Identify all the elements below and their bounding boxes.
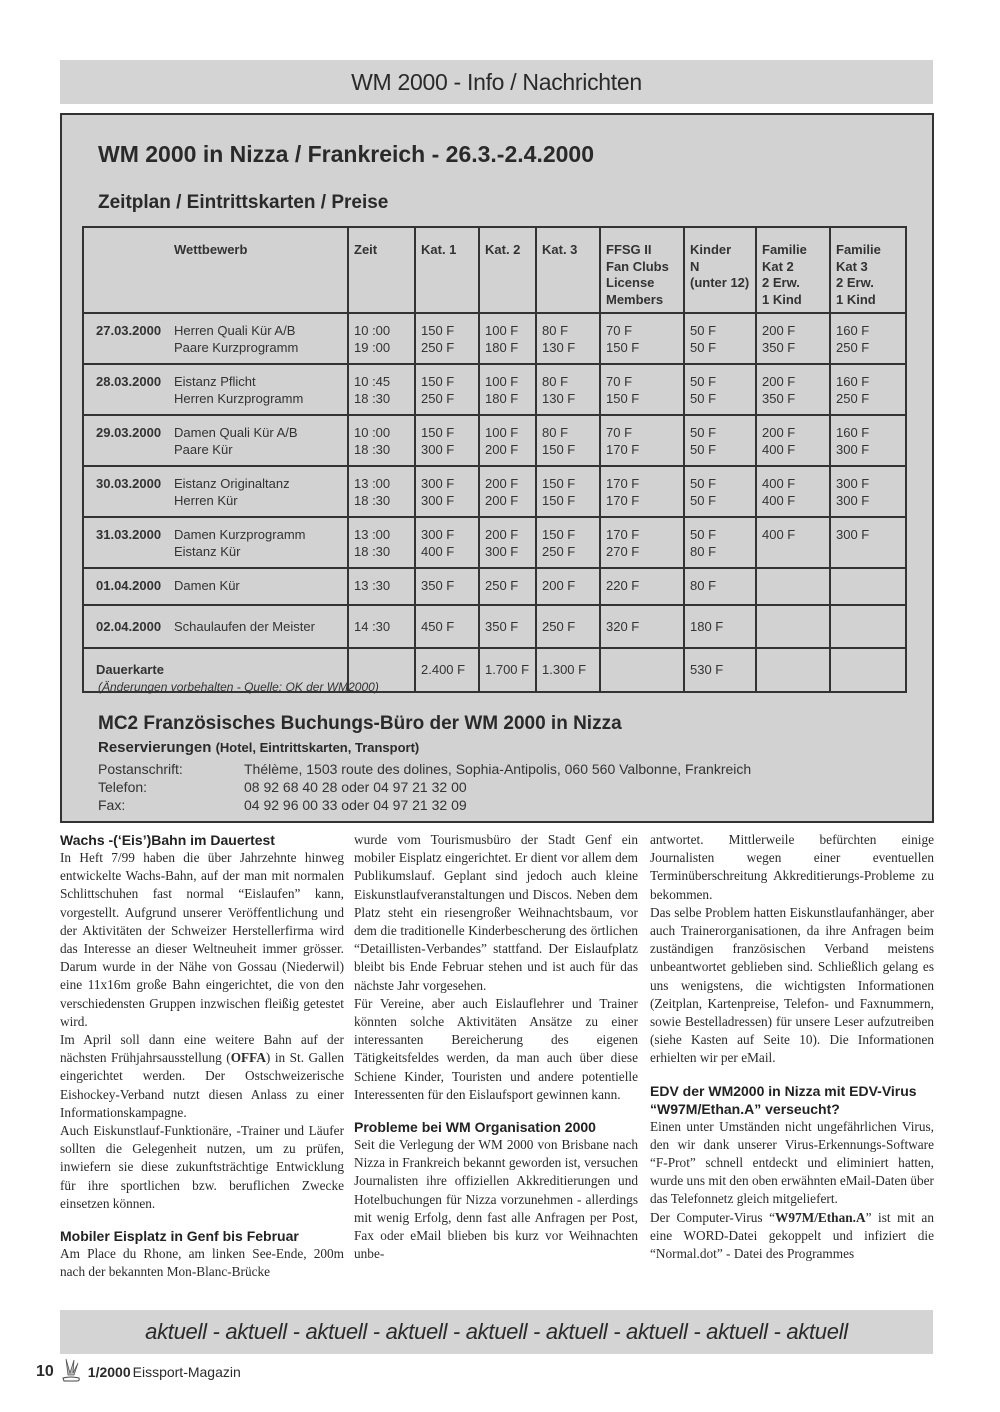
article-title-wachs: Wachs -(‘Eis’)Bahn im Dauertest [60,832,275,848]
cell-kat1: 350 F [415,568,479,605]
table-row [83,466,906,517]
section-header [60,60,933,104]
header-familie-kat3: Familie Kat 3 2 Erw. 1 Kind [830,227,906,313]
cell-events: Eistanz Pflicht Herren Kurzprogramm [169,364,348,415]
contact-value: Thélème, 1503 route des dolines, Sophia-Antipolis, 060 560 Valbonne, Frankreich [244,761,752,777]
article-title-probleme: Probleme bei WM Organisation 2000 [354,1119,596,1136]
text-span: ) in St. Gallen eingerichtet werden. Der Ostschweizerische Eishockey-Verband nutzt diesen Anlass zu einer Informationskampagne. [60,1050,344,1120]
cell-date: 27.03.2000 [83,313,169,364]
page-number: 10 [36,1362,54,1380]
cell-familie2: 400 F 400 F [756,466,830,517]
cell-date: 28.03.2000 [83,364,169,415]
text-span: Der Computer-Virus “ [650,1209,776,1225]
article-column-1 [60,831,344,1281]
cell-familie3 [830,648,906,692]
text-bold: OFFA [230,1050,266,1066]
contact-fax [98,797,467,813]
cell-dauerkarte-label: Dauerkarte [83,648,169,692]
cell-zeit: 13 :00 18 :30 [348,466,415,517]
page-footer [36,1357,241,1386]
text-bold: W97M/Ethan.A [775,1209,866,1225]
contact-value: 08 92 68 40 28 oder 04 97 21 32 00 [244,779,467,795]
source-note: (Änderungen vorbehalten - Quelle: OK der WM2000) [98,680,379,694]
cell-kat3: 80 F 150 F [536,415,600,466]
cell-familie2: 200 F 350 F [756,364,830,415]
header-zeit: Zeit [348,227,415,313]
cell-events: Damen Quali Kür A/B Paare Kür [169,415,348,466]
cell-ffsg: 320 F [600,605,684,649]
header-kinder: Kinder N (unter 12) [684,227,756,313]
header-ffsg: FFSG II Fan Clubs License Members [600,227,684,313]
cell-events: Schaulaufen der Meister [169,605,348,649]
cell-kinder: 180 F [684,605,756,649]
cell-kat3: 200 F [536,568,600,605]
text-span: ” ist mit an eine WORD-Datei gekoppelt und infiziert die “Normal.dot” - Datei des Programmes [650,1209,934,1262]
article-paragraph: Am Place du Rhone, am linken See-Ende, 200m nach der bekannten Mon-Blanc-Brücke [60,1246,344,1280]
section-title: WM 2000 - Info / Nachrichten [351,68,642,95]
cell-kat2: 350 F [479,605,536,649]
article-paragraph: Für Vereine, aber auch Eislauflehrer und Trainer könnten solche Aktivitäten Ansätze zu einer interessanten Bereicherung des eigenen Tätigkeitsfeldes werden, da man auch über diese Schiene Kinder, Touristen und andere potentielle Interessenten für den Eislaufsport gewinnen kann. [354,995,638,1102]
cell-kat3: 80 F 130 F [536,313,600,364]
cell-kat2: 200 F 300 F [479,517,536,568]
aktuell-text: aktuell - aktuell - aktuell - aktuell - aktuell - aktuell - aktuell - aktuell - aktuell [145,1319,848,1344]
contact-label: Fax: [98,797,126,813]
cell-kat1: 300 F 400 F [415,517,479,568]
cell-date: 02.04.2000 [83,605,169,649]
table-header-row [83,227,906,313]
cell-kat3: 150 F 150 F [536,466,600,517]
cell-events: Herren Quali Kür A/B Paare Kurzprogramm [169,313,348,364]
article-paragraph: In Heft 7/99 haben die über Jahrzehnte hinweg entwickelte Wachs-Bahn, auf der man mit normalen Schlittschuhen fast normal “Eislaufen” kann, vorgestellt. Aufgrund unserer Veröffentlichung und der Aktivitäten der Schweizer Herstellerfirma wird das Interesse an dieser Weltneuheit immer grösser. Darum wurde in der Nähe von Gossau (Niederwil) eine 11x16m große Bahn eingerichtet, die von den verschiedensten Gruppen inzwischen fleißig getestet wird. [60,850,344,1029]
article-paragraph [650,1209,934,1264]
header-wettbewerb: Wettbewerb [169,227,348,313]
cell-events: Damen Kurzprogramm Eistanz Kür [169,517,348,568]
cell-kat2: 250 F [479,568,536,605]
skate-logo-icon [60,1357,82,1386]
cell-kat1: 150 F 300 F [415,415,479,466]
cell-kat1: 150 F 250 F [415,364,479,415]
reservations-label: Reservierungen [98,739,212,756]
table-row [83,364,906,415]
article-paragraph: Einen unter Umständen nicht ungefährlichen Virus, den wir dank unserer Virus-Erkennungs-Software “F-Prot” schnell entdeckt und eliminiert hatten, wurde uns mit den oben erwähnten eMail-Daten über das Telefonnetz gleich mitgeliefert. [650,1118,934,1207]
booking-office-title: MC2 Französisches Buchungs-Büro der WM 2000 in Nizza [98,713,622,734]
cell-date: 30.03.2000 [83,466,169,517]
cell-zeit: 13 :00 18 :30 [348,517,415,568]
cell-familie3: 300 F 300 F [830,466,906,517]
cell-zeit: 10 :00 19 :00 [348,313,415,364]
article-paragraph: Das selbe Problem hatten Eiskunstlaufanhänger, aber auch Trainerorganisationen, da ihre Anfragen beim zuständigen französischen Verband meistens unbeantwortet geblieben sind. Schließlich gelang es uns wenigstens, die wichtigsten Informationen (Zeitplan, Kartenpreise, Telefon- und Faxnummern, sowie Bestelladressen) für unsere Leser aufzutreiben (siehe Kasten auf Seite 10). Die Informationen erhielten wir per eMail. [650,904,934,1066]
cell-kat2: 1.700 F [479,648,536,692]
reservations-heading [98,739,419,756]
aktuell-banner [60,1310,933,1354]
cell-familie2 [756,568,830,605]
box-subtitle: Zeitplan / Eintrittskarten / Preise [98,192,389,213]
cell-date: 01.04.2000 [83,568,169,605]
cell-kat1: 450 F [415,605,479,649]
cell-ffsg: 70 F 170 F [600,415,684,466]
cell-familie3: 160 F 300 F [830,415,906,466]
cell-zeit: 10 :00 18 :30 [348,415,415,466]
cell-kat1: 300 F 300 F [415,466,479,517]
contact-label: Telefon: [98,779,148,795]
cell-kinder: 530 F [684,648,756,692]
cell-familie2 [756,605,830,649]
article-paragraph: wurde vom Tourismusbüro der Stadt Genf ein mobiler Eisplatz eingerichtet. Er dient vor allem dem Publikumslauf. Geplant sind jedoch auch kleine Eiskunstlaufveranstaltungen und Discos. Neben dem Platz steht ein riesengroßer Weihnachtsbaum, vor dem die traditionelle Kinderbescherung des örtlichen “Detaillisten-Verbandes” stattfand. Der Eislaufplatz bleibt bis Ende Februar stehen und ist auch für das nächste Jahr vorgesehen. [354,832,638,993]
header-date [83,227,169,313]
cell-zeit: 14 :30 [348,605,415,649]
cell-kat3: 150 F 250 F [536,517,600,568]
table-row [83,568,906,605]
cell-kat2: 100 F 200 F [479,415,536,466]
cell-kat3: 250 F [536,605,600,649]
cell-kinder: 80 F [684,568,756,605]
article-paragraph: Auch Eiskunstlauf-Funktionäre, -Trainer und Läufer sollten die Gelegenheit nutzen, um zu prüfen, inwiefern sie diese zukunftsträchtige Entwicklung für ihre sportlichen bzw. beruflichen Zwecke einsetzen können. [60,1123,344,1211]
cell-kat2: 200 F 200 F [479,466,536,517]
header-kat1: Kat. 1 [415,227,479,313]
contact-value: 04 92 96 00 33 oder 04 97 21 32 09 [244,797,467,813]
table-row [83,313,906,364]
cell-familie3 [830,568,906,605]
article-paragraph [60,1031,344,1122]
cell-events: Eistanz Originaltanz Herren Kür [169,466,348,517]
cell-familie2: 200 F 400 F [756,415,830,466]
cell-kat2: 100 F 180 F [479,364,536,415]
cell-kinder: 50 F 80 F [684,517,756,568]
price-table [82,226,907,693]
cell-ffsg: 170 F 170 F [600,466,684,517]
info-box [60,113,934,823]
cell-familie2: 400 F [756,517,830,568]
cell-kinder: 50 F 50 F [684,313,756,364]
cell-kat3: 80 F 130 F [536,364,600,415]
issue-number: 1/2000 [87,1363,131,1380]
cell-date: 31.03.2000 [83,517,169,568]
contact-address [98,761,751,777]
article-paragraph: Seit die Verlegung der WM 2000 von Brisbane nach Nizza in Frankreich bekannt geworden ist, versuchen Journalisten ihre offiziellen Akkreditierungen und Hotelbuchungen für Nizza vorzunehmen - allerdings mit wenig Erfolg, denn fast alle Anfragen per Post, Fax oder eMail blieben bis kurz vor Weihnachten unbe- [354,1137,638,1262]
cell-ffsg [600,648,684,692]
cell-kat3: 1.300 F [536,648,600,692]
contact-label: Postanschrift: [98,761,183,777]
cell-familie2: 200 F 350 F [756,313,830,364]
cell-familie3: 160 F 250 F [830,364,906,415]
cell-familie3 [830,605,906,649]
article-column-3 [650,831,934,1263]
contact-phone [98,779,467,795]
magazine-name: Eissport-Magazin [132,1363,241,1380]
table-row [83,605,906,649]
cell-ffsg: 170 F 270 F [600,517,684,568]
cell-kinder: 50 F 50 F [684,364,756,415]
cell-kinder: 50 F 50 F [684,466,756,517]
article-title-genf: Mobiler Eisplatz in Genf bis Februar [60,1228,299,1245]
cell-kat2: 100 F 180 F [479,313,536,364]
article-column-2 [354,831,638,1263]
reservations-detail: (Hotel, Eintrittskarten, Transport) [215,740,420,755]
cell-ffsg: 70 F 150 F [600,364,684,415]
table-row [83,517,906,568]
cell-familie3: 300 F [830,517,906,568]
cell-ffsg: 220 F [600,568,684,605]
cell-kat1: 2.400 F [415,648,479,692]
cell-kinder: 50 F 50 F [684,415,756,466]
cell-date: 29.03.2000 [83,415,169,466]
header-kat3: Kat. 3 [536,227,600,313]
cell-zeit: 10 :45 18 :30 [348,364,415,415]
cell-zeit: 13 :30 [348,568,415,605]
header-kat2: Kat. 2 [479,227,536,313]
article-paragraph: antwortet. Mittlerweile befürchten einige Journalisten wegen einer eventuellen Terminüberschreitung Akkreditierungs-Probleme zu bekommen. [650,832,934,902]
table-body [83,313,906,692]
article-title-edv: EDV der WM2000 in Nizza mit EDV-Virus “W97M/Ethan.A” verseucht? [650,1082,917,1117]
cell-events: Damen Kür [169,568,348,605]
cell-familie3: 160 F 250 F [830,313,906,364]
text-span: Im April soll dann eine weitere Bahn auf der nächsten Frühjahrsausstellung ( [60,1032,344,1066]
header-familie-kat2: Familie Kat 2 2 Erw. 1 Kind [756,227,830,313]
table-row [83,415,906,466]
cell-familie2 [756,648,830,692]
cell-ffsg: 70 F 150 F [600,313,684,364]
cell-kat1: 150 F 250 F [415,313,479,364]
box-title: WM 2000 in Nizza / Frankreich - 26.3.-2.4.2000 [98,141,594,167]
